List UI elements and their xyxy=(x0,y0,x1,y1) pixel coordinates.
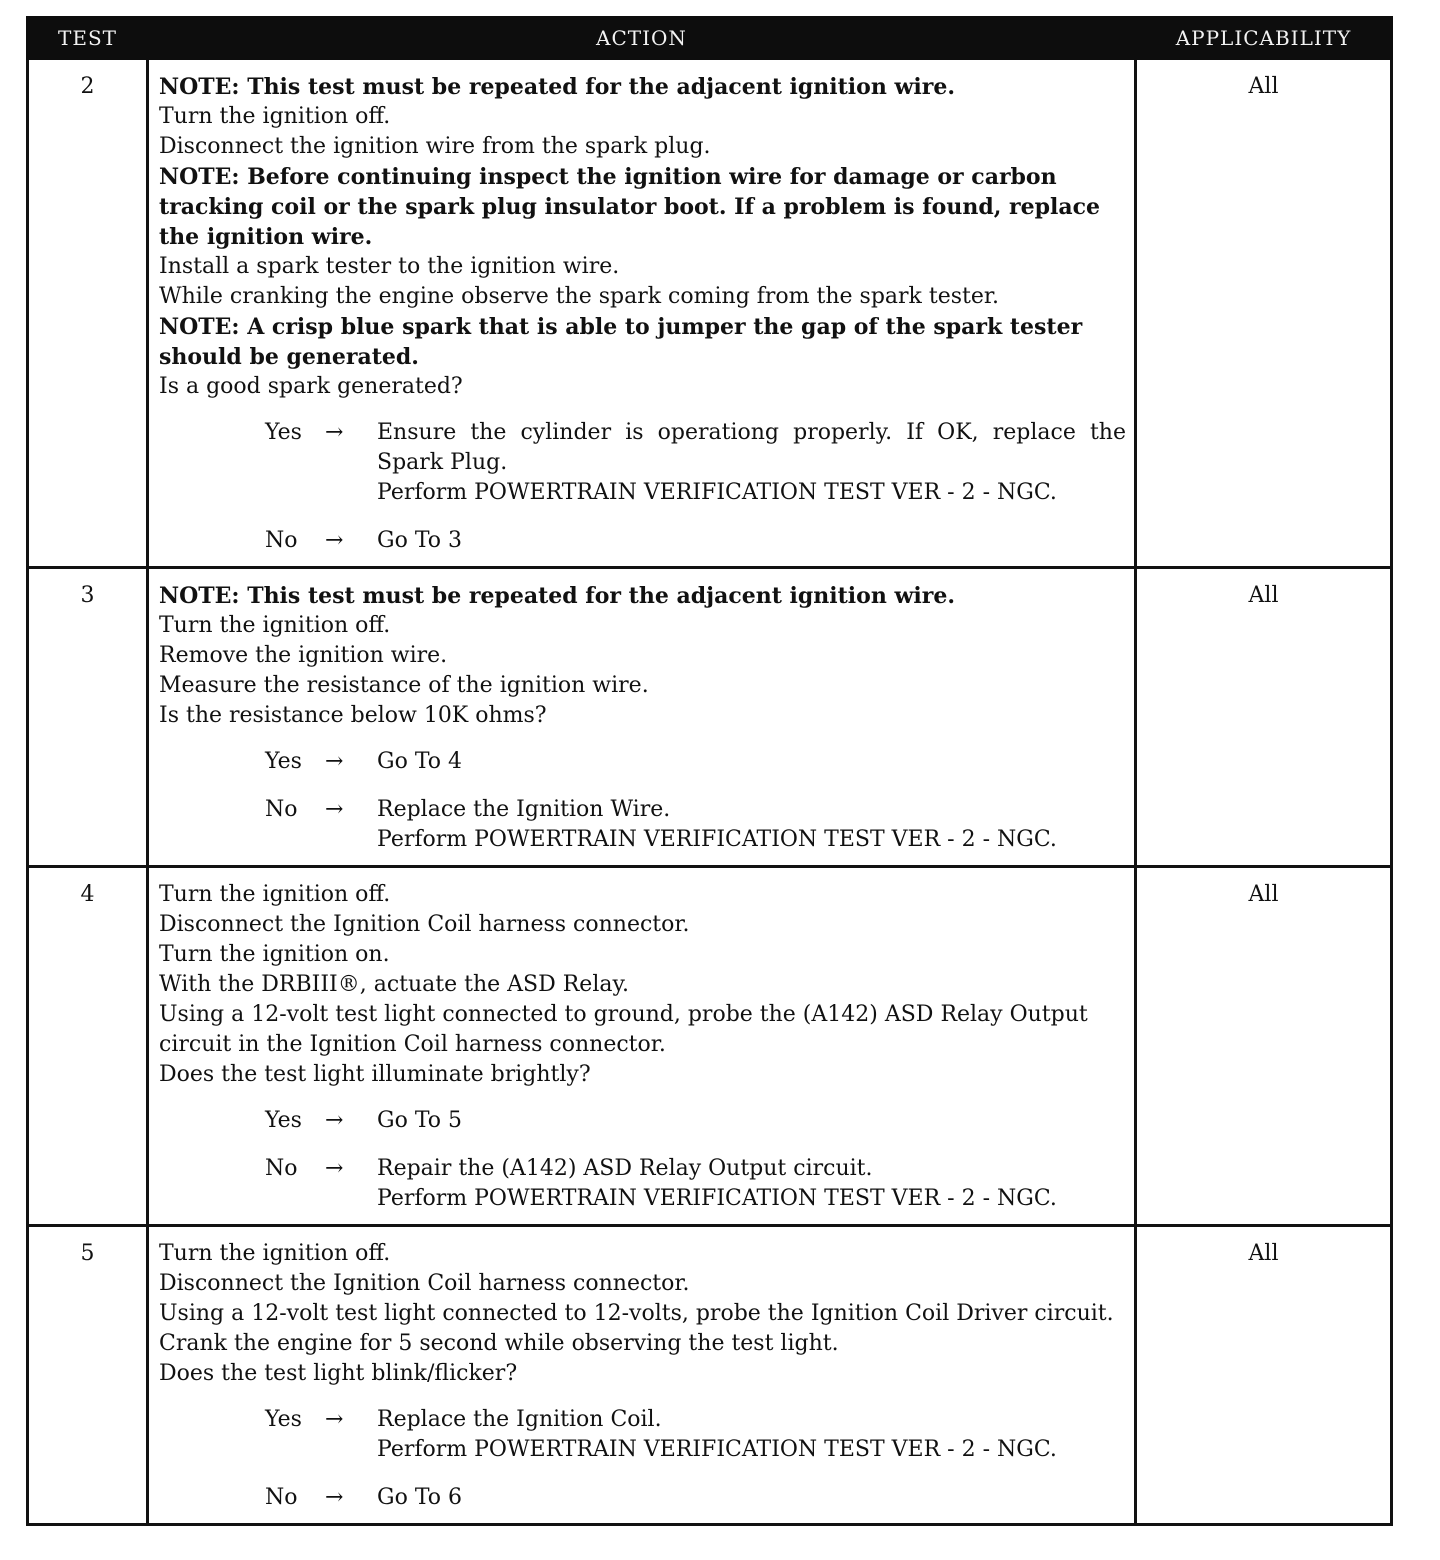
answer-no xyxy=(159,795,1126,855)
answer-text: Replace the Ignition Coil. xyxy=(377,1407,662,1432)
header-action: ACTION xyxy=(148,18,1136,59)
step-text: Does the test light blink/flicker? xyxy=(159,1361,518,1386)
step-text: Remove the ignition wire. xyxy=(159,643,448,668)
answer-text: Perform POWERTRAIN VERIFICATION TEST VER - 2 - NGC. xyxy=(377,1186,1057,1211)
arrow-right-icon: → xyxy=(325,420,344,445)
answer-label: No xyxy=(265,528,298,553)
action-cell xyxy=(148,1226,1136,1525)
answer-label: No xyxy=(265,797,298,822)
answer-body xyxy=(377,1154,1126,1214)
action-cell xyxy=(148,59,1136,568)
answer-no xyxy=(159,1154,1126,1214)
answer-body xyxy=(377,526,1126,556)
answer-label: Yes xyxy=(265,420,302,445)
answer-text: Repair the (A142) ASD Relay Output circuit. xyxy=(377,1156,873,1181)
step-text: Is the resistance below 10K ohms? xyxy=(159,703,547,728)
answer-yes xyxy=(159,1106,1126,1136)
action-cell xyxy=(148,867,1136,1226)
test-number: 4 xyxy=(28,867,148,1226)
answer-body xyxy=(377,795,1126,855)
table-row xyxy=(28,59,1392,568)
answer-body xyxy=(377,1483,1126,1513)
answer-yes xyxy=(159,1405,1126,1465)
answer-text: Go To 4 xyxy=(377,749,463,774)
step-text: Turn the ignition off. xyxy=(159,104,391,129)
answers xyxy=(159,418,1126,556)
arrow-right-icon: → xyxy=(325,1407,344,1432)
step-text: While cranking the engine observe the spark coming from the spark tester. xyxy=(159,284,999,309)
step-text: Install a spark tester to the ignition wire. xyxy=(159,254,620,279)
table-row xyxy=(28,867,1392,1226)
applicability-value: All xyxy=(1136,568,1392,867)
action-cell xyxy=(148,568,1136,867)
arrow-right-icon: → xyxy=(325,749,344,774)
answer-label: Yes xyxy=(265,1407,302,1432)
table-header xyxy=(28,18,1392,59)
step-text: Is a good spark generated? xyxy=(159,374,463,399)
applicability-value: All xyxy=(1136,1226,1392,1525)
answer-text: Perform POWERTRAIN VERIFICATION TEST VER - 2 - NGC. xyxy=(377,827,1057,852)
header-applicability: APPLICABILITY xyxy=(1136,18,1392,59)
answer-text: Perform POWERTRAIN VERIFICATION TEST VER - 2 - NGC. xyxy=(377,1437,1057,1462)
answer-text: Go To 5 xyxy=(377,1108,463,1133)
step-text: Does the test light illuminate brightly? xyxy=(159,1062,591,1087)
note-text: NOTE: This test must be repeated for the adjacent ignition wire. xyxy=(159,583,956,609)
answer-label: No xyxy=(265,1485,298,1510)
step-text: Turn the ignition off. xyxy=(159,613,391,638)
header-test: TEST xyxy=(28,18,148,59)
step-text: Disconnect the Ignition Coil harness connector. xyxy=(159,912,690,937)
answer-label: Yes xyxy=(265,749,302,774)
test-number: 5 xyxy=(28,1226,148,1525)
step-text: Using a 12-volt test light connected to 12-volts, probe the Ignition Coil Driver circuit. xyxy=(159,1301,1114,1326)
answer-body xyxy=(377,747,1126,777)
note-text: NOTE: This test must be repeated for the adjacent ignition wire. xyxy=(159,74,956,100)
diagnostic-page xyxy=(26,16,1390,1526)
arrow-right-icon: → xyxy=(325,1108,344,1133)
applicability-value: All xyxy=(1136,59,1392,568)
answers xyxy=(159,1405,1126,1513)
step-text: Disconnect the Ignition Coil harness connector. xyxy=(159,1271,690,1296)
arrow-right-icon: → xyxy=(325,1156,344,1181)
step-text: Turn the ignition off. xyxy=(159,882,391,907)
answer-body xyxy=(377,1405,1126,1465)
answer-no xyxy=(159,1483,1126,1513)
test-number: 3 xyxy=(28,568,148,867)
step-text: Crank the engine for 5 second while observing the test light. xyxy=(159,1331,839,1356)
table-body xyxy=(28,59,1392,1525)
note-text: NOTE: Before continuing inspect the ignition wire for damage or carbon tracking coil or the spark plug insulator boot. If a problem is found, replace the ignition wire. xyxy=(159,164,1101,250)
applicability-value: All xyxy=(1136,867,1392,1226)
answer-yes xyxy=(159,418,1126,508)
answer-label: Yes xyxy=(265,1108,302,1133)
arrow-right-icon: → xyxy=(325,528,344,553)
table-row xyxy=(28,568,1392,867)
answers xyxy=(159,1106,1126,1214)
step-text: Using a 12-volt test light connected to ground, probe the (A142) ASD Relay Output circuit in the Ignition Coil harness connector. xyxy=(159,1002,1088,1057)
answer-text: Ensure the cylinder is operationg properly. If OK, replace the Spark Plug. xyxy=(377,420,1126,475)
step-text: Disconnect the ignition wire from the spark plug. xyxy=(159,134,711,159)
step-text: Measure the resistance of the ignition wire. xyxy=(159,673,649,698)
arrow-right-icon: → xyxy=(325,1485,344,1510)
diagnostic-table xyxy=(26,16,1393,1526)
answer-text: Go To 6 xyxy=(377,1485,463,1510)
table-row xyxy=(28,1226,1392,1525)
answer-text: Perform POWERTRAIN VERIFICATION TEST VER - 2 - NGC. xyxy=(377,480,1057,505)
answer-body xyxy=(377,418,1126,508)
answer-label: No xyxy=(265,1156,298,1181)
answer-text: Replace the Ignition Wire. xyxy=(377,797,671,822)
step-text: With the DRBIII®, actuate the ASD Relay. xyxy=(159,972,629,997)
answer-text: Go To 3 xyxy=(377,528,463,553)
arrow-right-icon: → xyxy=(325,797,344,822)
step-text: Turn the ignition on. xyxy=(159,942,390,967)
answers xyxy=(159,747,1126,855)
answer-no xyxy=(159,526,1126,556)
test-number: 2 xyxy=(28,59,148,568)
step-text: Turn the ignition off. xyxy=(159,1241,391,1266)
answer-yes xyxy=(159,747,1126,777)
answer-body xyxy=(377,1106,1126,1136)
note-text: NOTE: A crisp blue spark that is able to jumper the gap of the spark tester should be generated. xyxy=(159,314,1083,370)
